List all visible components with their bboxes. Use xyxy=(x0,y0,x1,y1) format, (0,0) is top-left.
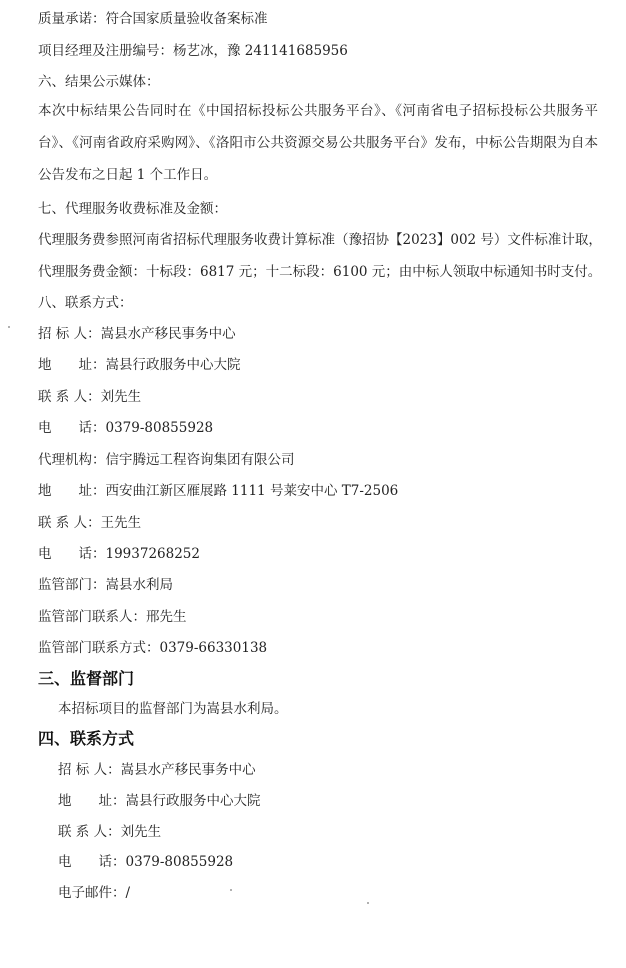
section-4-title: 四、联系方式 xyxy=(38,729,135,748)
contact-value: 0379-80855928 xyxy=(125,854,234,870)
contact-label: 联 系 人： xyxy=(38,515,101,531)
contact-row xyxy=(38,450,295,470)
project-manager: 项目经理及注册编号：杨艺冰，豫 241141685956 xyxy=(38,43,348,59)
contact-label: 监管部门： xyxy=(38,577,106,593)
contact-value: 西安曲江新区雁展路 1111 号莱安中心 T7-2506 xyxy=(105,483,399,499)
contact-label: 电 话： xyxy=(38,546,106,562)
contact-label: 监管部门联系人： xyxy=(38,609,146,625)
section-7-line-2: 代理服务费金额：十标段：6817 元；十二标段：6100 元；由中标人领取中标通知书时支付。 xyxy=(38,264,602,280)
contact-row xyxy=(58,760,256,780)
contact-label: 地 址： xyxy=(38,483,106,499)
scan-speck xyxy=(230,889,232,891)
contact-row xyxy=(58,883,130,903)
contact-value: / xyxy=(125,885,131,901)
contact-value: 王先生 xyxy=(100,515,142,531)
contact-value: 信宇腾远工程咨询集团有限公司 xyxy=(105,452,295,468)
contact-value: 19937268252 xyxy=(105,546,200,562)
contact-row xyxy=(38,638,267,658)
contact-value: 邢先生 xyxy=(146,609,187,625)
contact-row xyxy=(38,418,213,438)
contact-value: 0379-80855928 xyxy=(105,420,214,436)
section-7-title: 七、代理服务收费标准及金额： xyxy=(38,201,227,217)
section-7-line-1: 代理服务费参照河南省招标代理服务收费计算标准（豫招协【2023】002 号）文件标准计取， xyxy=(38,232,602,248)
section-3-body: 本招标项目的监督部门为嵩县水利局。 xyxy=(58,701,288,717)
contact-row xyxy=(38,607,187,627)
scan-speck xyxy=(367,902,369,904)
contact-label: 联 系 人： xyxy=(38,389,101,405)
contact-label: 招 标 人： xyxy=(58,762,121,778)
contact-label: 招 标 人： xyxy=(38,326,101,342)
contact-row xyxy=(58,852,233,872)
contact-label: 监管部门联系方式： xyxy=(38,640,160,656)
contact-row xyxy=(38,387,141,407)
contact-row xyxy=(38,544,200,564)
contact-value: 嵩县行政服务中心大院 xyxy=(125,793,261,809)
scan-speck xyxy=(8,326,10,328)
contact-value: 嵩县水产移民事务中心 xyxy=(100,326,236,342)
contact-row xyxy=(38,324,236,344)
contact-label: 电子邮件： xyxy=(58,885,126,901)
section-8-title: 八、联系方式： xyxy=(38,295,133,311)
contact-value: 0379-66330138 xyxy=(159,640,268,656)
quality-commitment: 质量承诺：符合国家质量验收备案标准 xyxy=(38,11,268,27)
contact-row xyxy=(38,481,398,501)
contact-value: 嵩县水产移民事务中心 xyxy=(120,762,256,778)
contact-row xyxy=(38,575,173,595)
contact-value: 刘先生 xyxy=(120,824,162,840)
contact-row xyxy=(58,822,161,842)
contact-label: 电 话： xyxy=(38,420,106,436)
contact-label: 联 系 人： xyxy=(58,824,121,840)
contact-label: 地 址： xyxy=(58,793,126,809)
section-6-body: 本次中标结果公告同时在《中国招标投标公共服务平台》、《河南省电子招标投标公共服务平台》、《河南省政府采购网》、《洛阳市公共资源交易公共服务平台》发布，中标公告期限为自本公告发布之日起 1 个工作日。 xyxy=(38,103,598,183)
contact-label: 代理机构： xyxy=(38,452,106,468)
section-6-title: 六、结果公示媒体： xyxy=(38,74,160,90)
contact-row xyxy=(58,791,261,811)
contact-value: 嵩县水利局 xyxy=(105,577,173,593)
contact-row xyxy=(38,513,141,533)
contact-value: 刘先生 xyxy=(100,389,142,405)
section-3-title: 三、监督部门 xyxy=(38,669,135,688)
contact-label: 地 址： xyxy=(38,357,106,373)
contact-label: 电 话： xyxy=(58,854,126,870)
contact-value: 嵩县行政服务中心大院 xyxy=(105,357,241,373)
contact-row xyxy=(38,355,241,375)
